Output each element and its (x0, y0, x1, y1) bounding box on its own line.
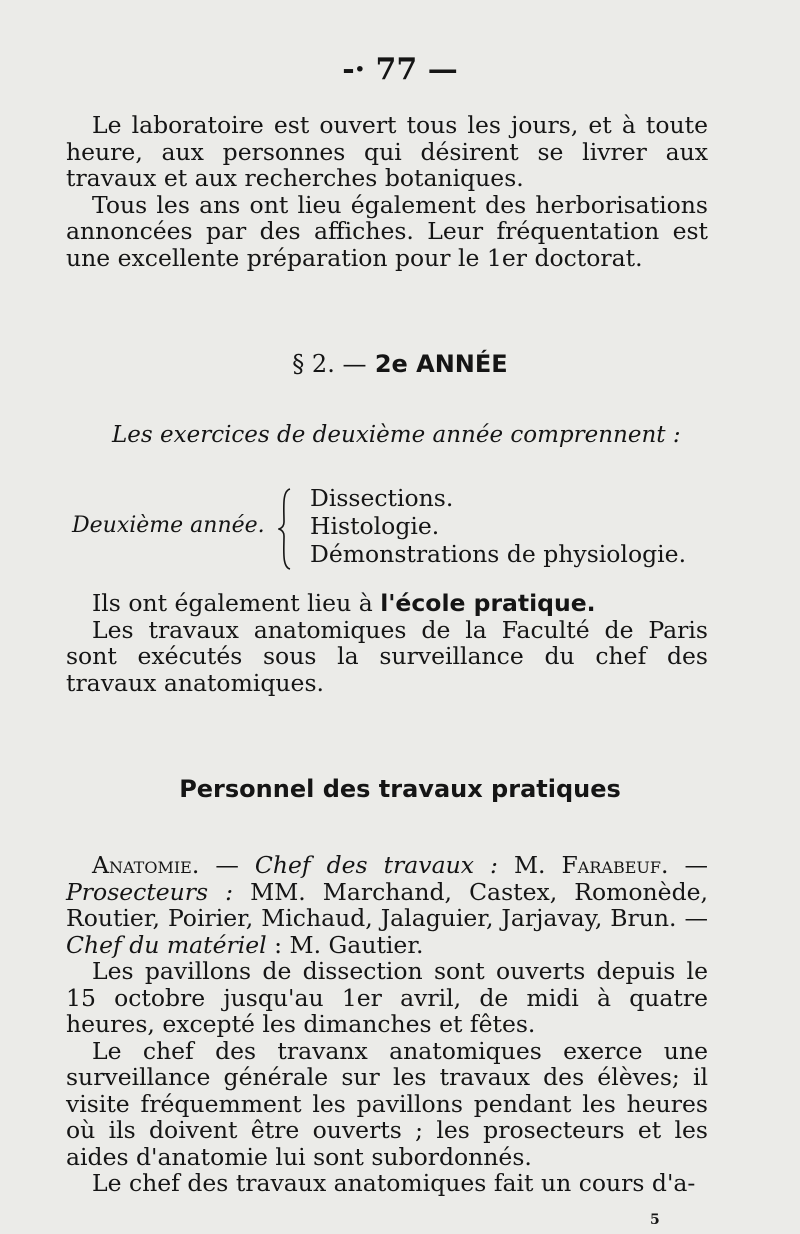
anatomy-staff-paragraph (66, 852, 708, 958)
materiel-label: Chef du matériel (66, 930, 267, 959)
pavilions-paragraph: Les pavillons de dissection sont ouverts depuis le 15 octobre jusqu'au 1er avril, de midi à quatre heures, excepté les dimanches et fêtes. (66, 957, 708, 1038)
practical-school-bold: l'école pratique. (380, 589, 596, 617)
chief-duties-paragraph: Le chef des travanx anatomiques exerce une surveillance générale sur les travaux des élèves; il visite fréquemment les pavillons pendant les heures où ils doivent être ouverts ; les prosecteurs et les aides d'anatomie lui sont subordonnés. (66, 1036, 708, 1171)
prosecteurs-label: Prosecteurs : (66, 877, 234, 906)
practical-school-paragraphs (66, 590, 708, 696)
chef-prefix: M. (497, 851, 562, 879)
lab-paragraph: Le laboratoire est ouvert tous les jours, et à toute heure, aux personnes qui désirent se livrer aux travaux et aux recherches botaniques. (66, 111, 708, 192)
personnel-heading: Personnel des travaux pratiques (179, 775, 621, 803)
exercise-list (310, 484, 686, 568)
brace-icon (278, 488, 292, 570)
list-item: Démonstrations de physiologie. (310, 540, 687, 568)
list-item: Dissections. (310, 484, 454, 512)
section-number: § 2. — (292, 350, 367, 378)
anatomy-works-paragraph: Les travaux anatomiques de la Faculté de Paris sont exécutés sous la surveillance du chef des travaux anatomiques. (66, 615, 708, 697)
list-item: Histologie. (310, 512, 440, 540)
anatomy-paragraphs (66, 852, 708, 1197)
dash: — (668, 851, 708, 879)
chef-name: Farabeuf. (561, 851, 669, 879)
materiel-name: : M. Gautier. (266, 930, 424, 959)
anatomy-label: Anatomie. (92, 851, 200, 879)
practical-school-paragraph (66, 590, 708, 617)
signature-mark: 5 (650, 1212, 660, 1228)
chef-label: Chef des travaux : (254, 851, 498, 879)
practical-school-text: Ils ont également lieu à (92, 589, 381, 617)
section-heading (0, 350, 800, 378)
year-label: Deuxième année. (72, 513, 265, 538)
dash: — (199, 851, 255, 879)
page-number: -· 77 — (342, 52, 458, 87)
prosecteurs-names: MM. Marchand, Castex, Romonède, Routier, Poirier, Michaud, Jalaguier, Jarjavay, Brun. — (66, 877, 708, 932)
section-title: 2e ANNÉE (374, 350, 508, 378)
botany-paragraphs (66, 112, 708, 271)
herborisation-paragraph: Tous les ans ont lieu également des herborisations annoncées par des affiches. Leur fréquentation est une excellente préparation pour le 1er doctorat. (66, 190, 708, 272)
chief-course-paragraph: Le chef des travaux anatomiques fait un cours d'a- (92, 1169, 696, 1197)
exercises-intro: Les exercices de deuxième année comprennent : (112, 422, 681, 448)
